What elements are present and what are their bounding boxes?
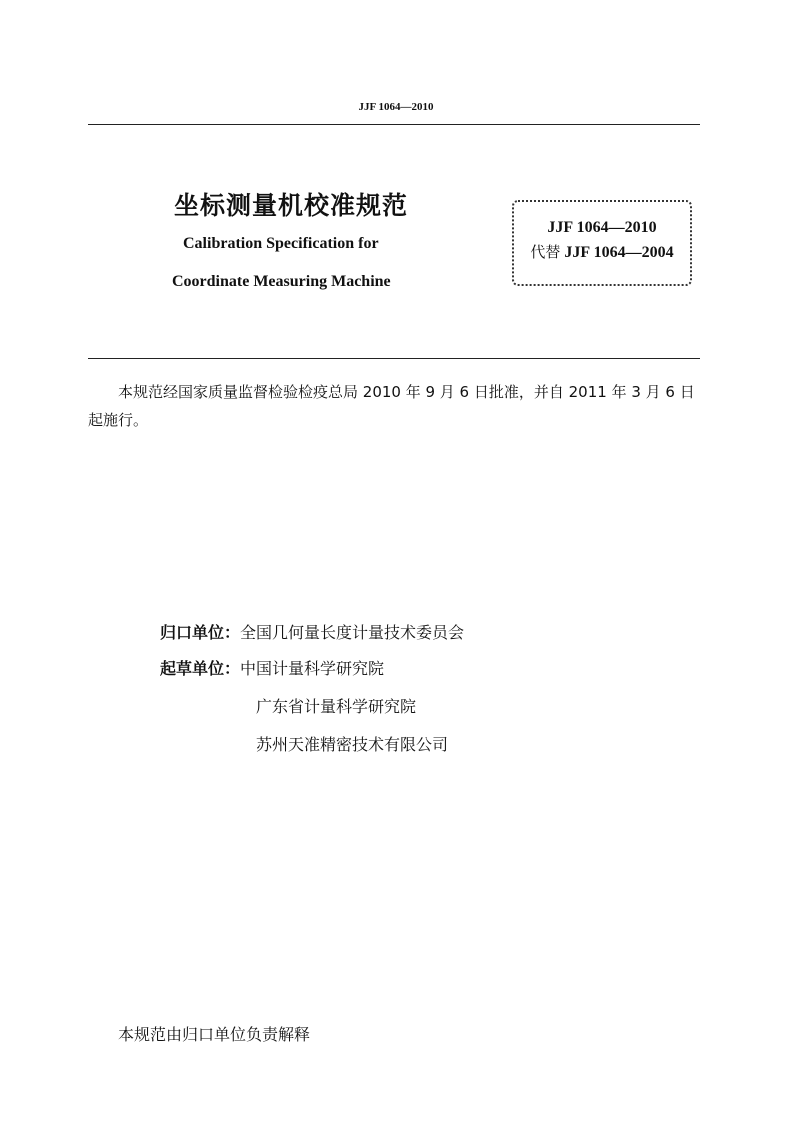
stamp-replaces-label: 代替 — [530, 243, 561, 261]
responsible-unit — [160, 620, 464, 643]
stamp-replaced-code: JJF 1064—2004 — [564, 244, 674, 261]
responsible-unit-label: 归口单位： — [160, 623, 241, 642]
responsible-unit-name: 全国几何量长度计量技术委员会 — [240, 623, 465, 642]
title-english-line1: Calibration Specification for — [183, 235, 379, 252]
header-rule — [88, 124, 700, 125]
drafting-unit-name: 苏州天准精密技术有限公司 — [256, 735, 449, 754]
document-code-header: JJF 1064—2010 — [358, 101, 434, 113]
stamp-code: JJF 1064—2010 — [547, 219, 657, 236]
interpretation-note: 本规范由归口单位负责解释 — [118, 1025, 311, 1044]
drafting-unit-label: 起草单位： — [160, 659, 241, 678]
standard-code-stamp — [512, 200, 692, 286]
title-chinese: 坐标测量机校准规范 — [174, 191, 409, 220]
drafting-unit-name: 广东省计量科学研究院 — [256, 697, 417, 716]
title-english-line2: Coordinate Measuring Machine — [172, 273, 391, 290]
title-rule — [88, 358, 700, 359]
drafting-unit — [160, 656, 384, 679]
drafting-unit-name: 中国计量科学研究院 — [240, 659, 385, 678]
approval-paragraph: 本规范经国家质量监督检验检疫总局 2010 年 9 月 6 日批准，并自 2011 年 3 月 6 日起施行。 — [88, 383, 695, 429]
